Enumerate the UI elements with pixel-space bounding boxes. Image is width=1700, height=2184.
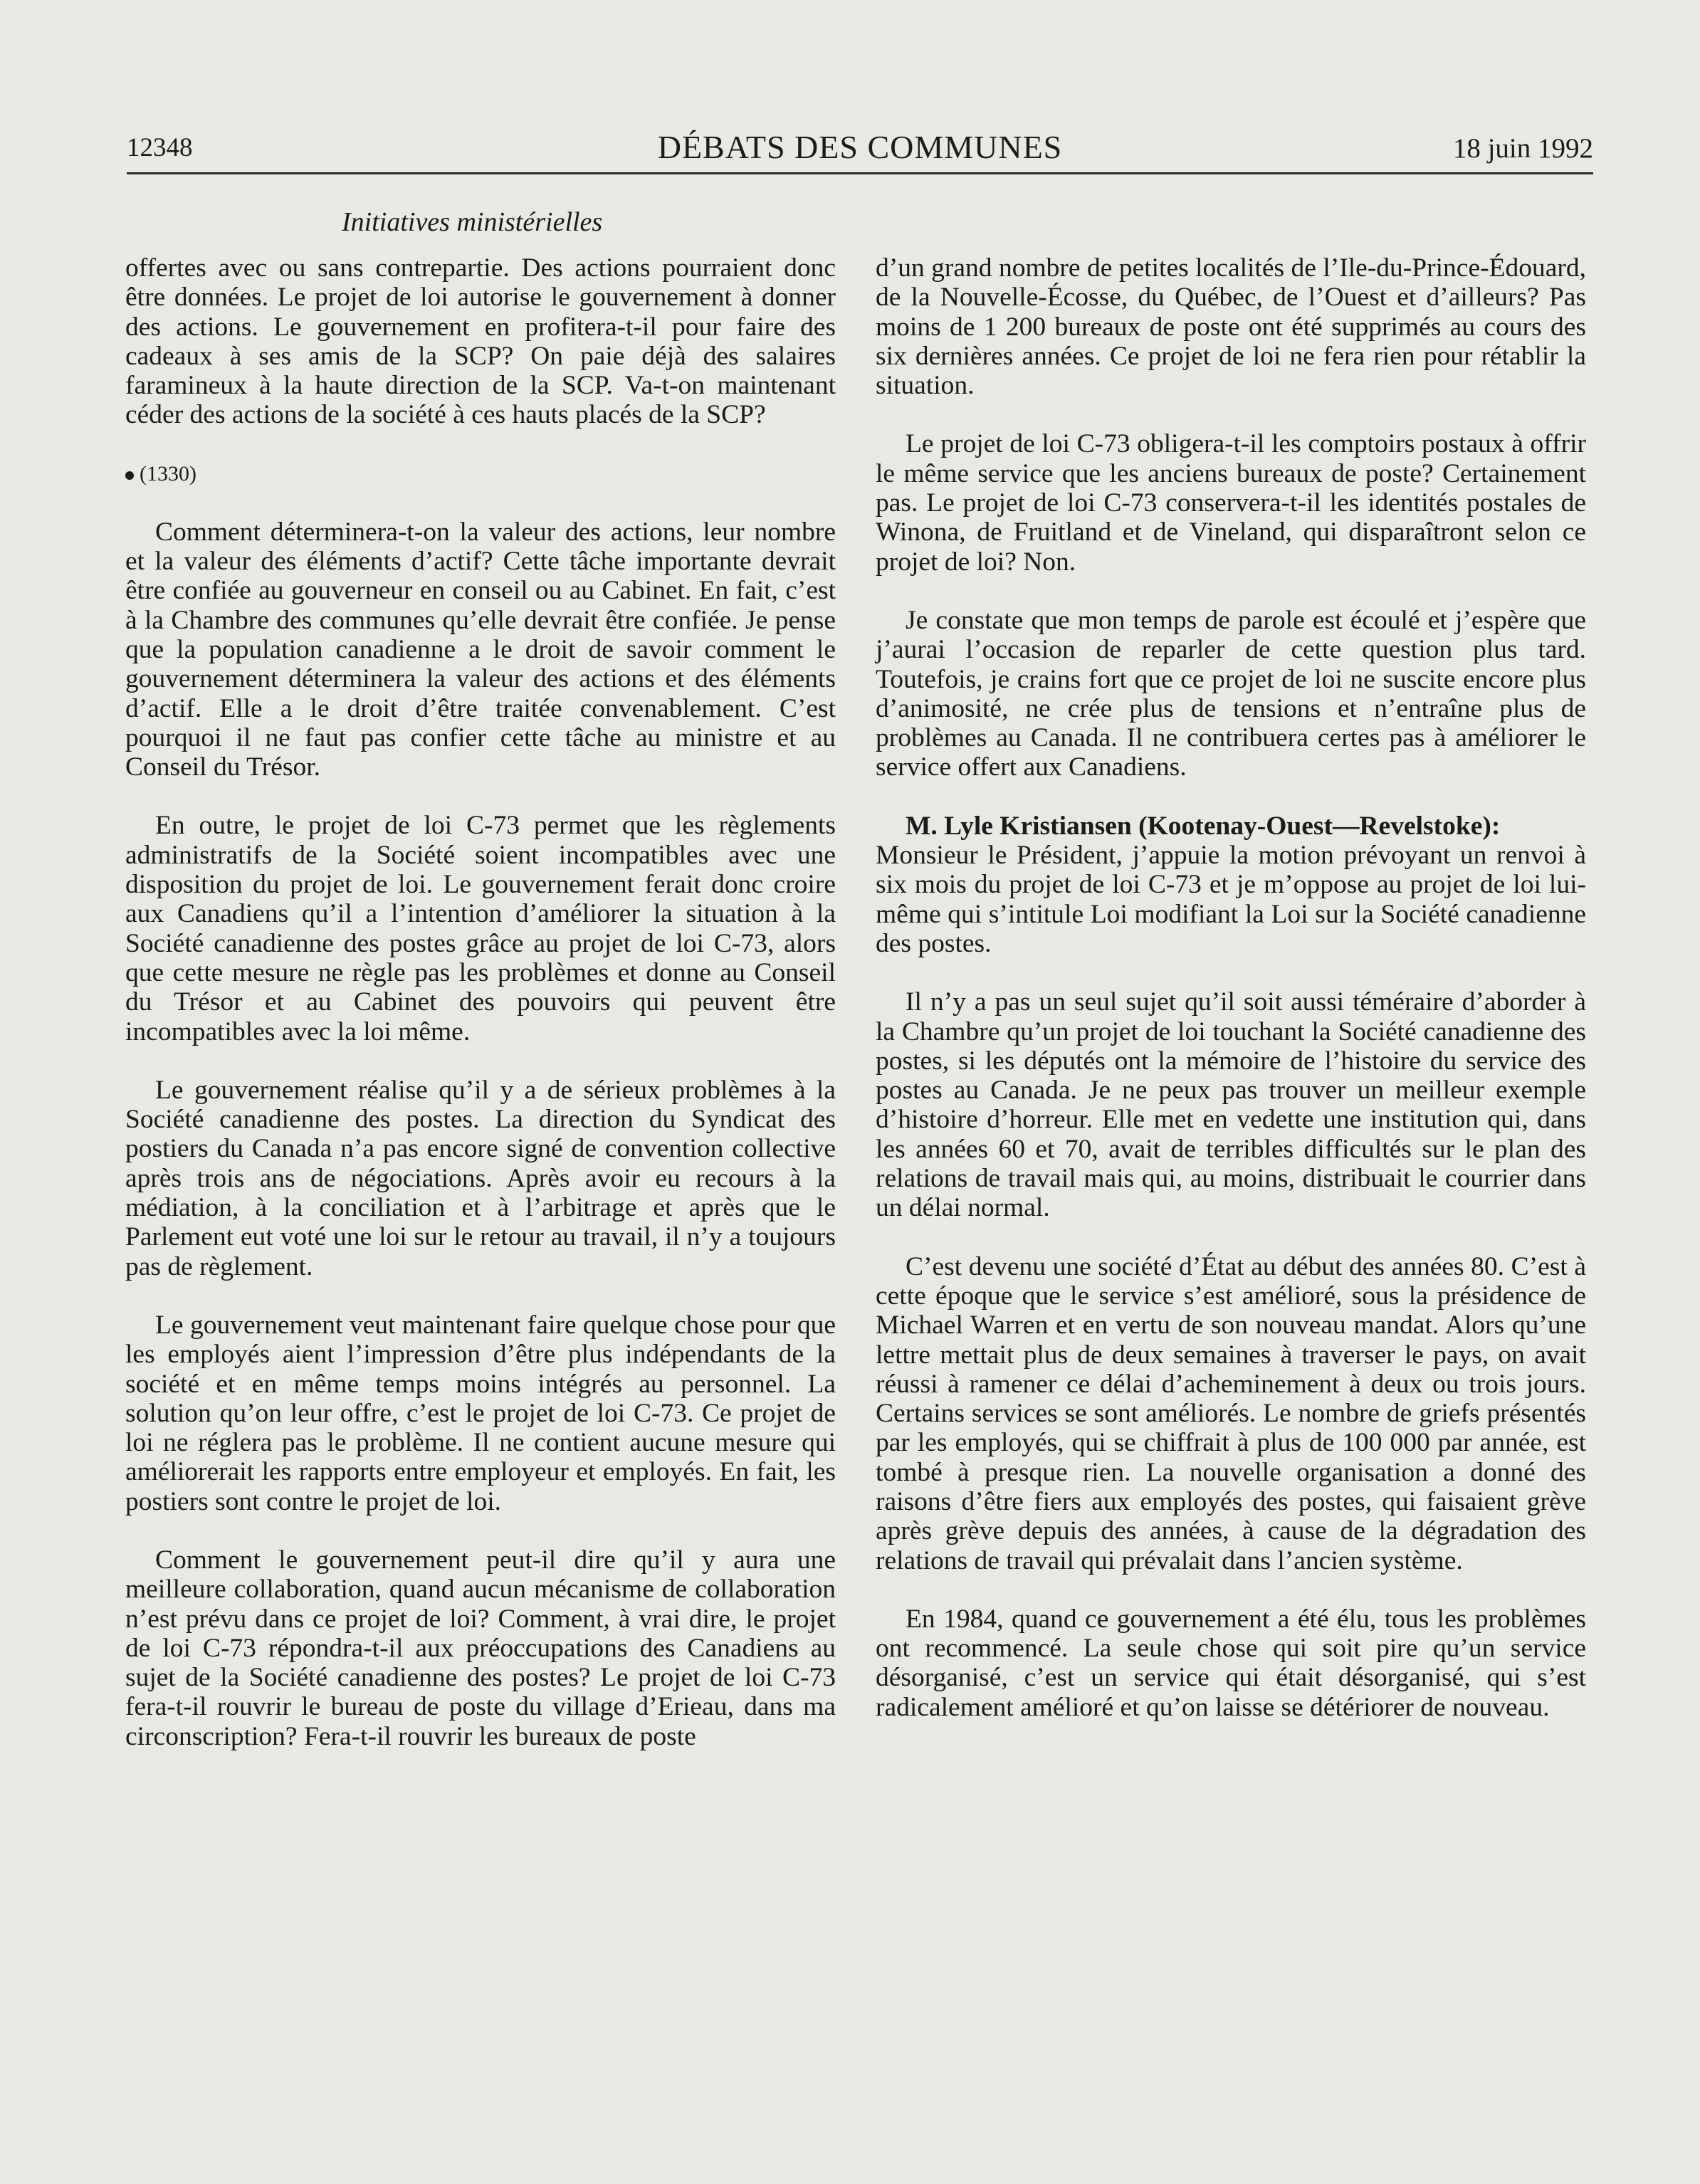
- paragraph: d’un grand nombre de petites localités de l’Ile-du-Prince-Édouard, de la Nouvelle-Écosse, du Québec, de l’Ouest et d’ailleurs? Pas moins de 1 200 bureaux de poste ont été supprimés au cours des six dernières années. Ce projet de loi ne fera rien pour rétablir la situation.: [876, 253, 1586, 401]
- speaker-name: M. Lyle Kristiansen (Kootenay-Ouest—Revelstoke):: [906, 811, 1501, 841]
- paragraph: Le gouvernement réalise qu’il y a de sérieux problèmes à la Société canadienne des postes. La direction du Syndicat des postiers du Canada n’a pas encore signé de convention collective après trois ans de négociations. Après avoir eu recours à la médiation, à la conciliation et à l’arbitrage et après que le Parlement eut voté une loi sur le retour au travail, il n’y a toujours pas de règlement.: [125, 1075, 836, 1281]
- page-header: [127, 129, 1593, 174]
- time-marker: [125, 459, 836, 488]
- paragraph: Comment déterminera-t-on la valeur des actions, leur nombre et la valeur des éléments d’actif? Cette tâche importante devrait être confiée au gouverneur en conseil ou au Cabinet. En fait, c’est à la Chambre des communes qu’elle devrait être confiée. Je pense que la population canadienne a le droit de savoir comment le gouvernement déterminera la valeur des actions et des éléments d’actif. Elle a le droit d’être traitée convenablement. C’est pourquoi il ne faut pas confier cette tâche au ministre et au Conseil du Trésor.: [125, 517, 836, 782]
- right-column: [876, 253, 1586, 1751]
- paragraph: Le gouvernement veut maintenant faire quelque chose pour que les employés aient l’impression d’être plus indépendants de la société et en même temps moins intégrés au personnel. La solution qu’on leur offre, c’est le projet de loi C-73. Ce projet de loi ne réglera pas le problème. Il ne contient aucune mesure qui améliorerait les rapports entre employeur et employés. En fait, les postiers sont contre le projet de loi.: [125, 1310, 836, 1516]
- paragraph: En 1984, quand ce gouvernement a été élu, tous les problèmes ont recommencé. La seule chose qui soit pire qu’un service désorganisé, c’est un service qui était désorganisé, qui s’est radicalement amélioré et qu’on laisse se détériorer de nouveau.: [876, 1604, 1586, 1722]
- paragraph: En outre, le projet de loi C-73 permet que les règlements administratifs de la Société soient incompatibles avec une disposition du projet de loi. Le gouvernement ferait donc croire aux Canadiens qu’il a l’intention d’améliorer la situation à la Société canadienne des postes grâce au projet de loi C-73, alors que cette mesure ne règle pas les problèmes et donne au Conseil du Trésor et au Cabinet des pouvoirs qui peuvent être incompatibles avec la loi même.: [125, 811, 836, 1046]
- paragraph: C’est devenu une société d’État au début des années 80. C’est à cette époque que le service s’est amélioré, sous la présidence de Michael Warren et en vertu de son nouveau mandat. Alors qu’une lettre mettait plus de deux semaines à traverser le pays, on avait réussi à ramener ce délai d’acheminement à deux ou trois jours. Certains services se sont améliorés. Le nombre de griefs présentés par les employés, qui se chiffrait à plus de 100 000 par année, est tombé à presque rien. La nouvelle organisation a donné des raisons d’être fiers aux employés des postes, qui faisaient grève après grève depuis des années, à cause de la dégradation des relations de travail qui prévalait dans l’ancien système.: [876, 1251, 1586, 1575]
- paragraph: Je constate que mon temps de parole est écoulé et j’espère que j’aurai l’occasion de reparler de cette question plus tard. Toutefois, je crains fort que ce projet de loi ne suscite encore plus d’animosité, ne crée plus de tensions et n’entraîne plus de problèmes au Canada. Il ne contribuera certes pas à améliorer le service offert aux Canadiens.: [876, 605, 1586, 782]
- page-number: 12348: [127, 133, 193, 162]
- time-marker-text: (1330): [140, 461, 196, 485]
- paragraph: Le projet de loi C-73 obligera-t-il les comptoirs postaux à offrir le même service que les anciens bureaux de poste? Certainement pas. Le projet de loi C-73 conservera-t-il les identités postales de Winona, de Fruitland et de Vineland, qui disparaîtront selon ce projet de loi? Non.: [876, 429, 1586, 577]
- section-title: Initiatives ministérielles: [342, 207, 603, 237]
- paragraph: Comment le gouvernement peut-il dire qu’il y aura une meilleure collaboration, quand aucun mécanisme de collaboration n’est prévu dans ce projet de loi? Comment, à vrai dire, le projet de loi C-73 répondra-t-il aux préoccupations des Canadiens au sujet de la Société canadienne des postes? Le projet de loi C-73 fera-t-il rouvrir le bureau de poste du village d’Erieau, dans ma circonscription? Fera-t-il rouvrir les bureaux de poste: [125, 1545, 836, 1751]
- left-column: [125, 253, 836, 1780]
- speaker-paragraph: [876, 812, 1586, 958]
- publication-date: 18 juin 1992: [1452, 133, 1593, 164]
- paragraph: offertes avec ou sans contrepartie. Des actions pourraient donc être données. Le projet de loi autorise le gouvernement à donner des actions. Le gouvernement en profitera-t-il pour faire des cadeaux à ses amis de la SCP? On paie déjà des salaires faramineux à la haute direction de la SCP. Va-t-on maintenant céder des actions de la société à ces hauts placés de la SCP?: [125, 253, 836, 430]
- journal-title: DÉBATS DES COMMUNES: [657, 129, 1063, 165]
- paragraph: Il n’y a pas un seul sujet qu’il soit aussi téméraire d’aborder à la Chambre qu’un projet de loi touchant la Société canadienne des postes, si les députés ont la mémoire de l’histoire du service des postes au Canada. Je ne peux pas trouver un meilleur exemple d’histoire d’horreur. Elle met en vedette une institution qui, dans les années 60 et 70, avait de terribles difficultés sur le plan des relations de travail mais qui, au moins, distribuait le courrier dans un délai normal.: [876, 987, 1586, 1223]
- speaker-text: Monsieur le Président, j’appuie la motion prévoyant un renvoi à six mois du projet de loi C-73 et je m’oppose au projet de loi lui-même qui s’intitule Loi modifiant la Loi sur la Société canadienne des postes.: [876, 841, 1586, 958]
- bullet-icon: [125, 471, 134, 480]
